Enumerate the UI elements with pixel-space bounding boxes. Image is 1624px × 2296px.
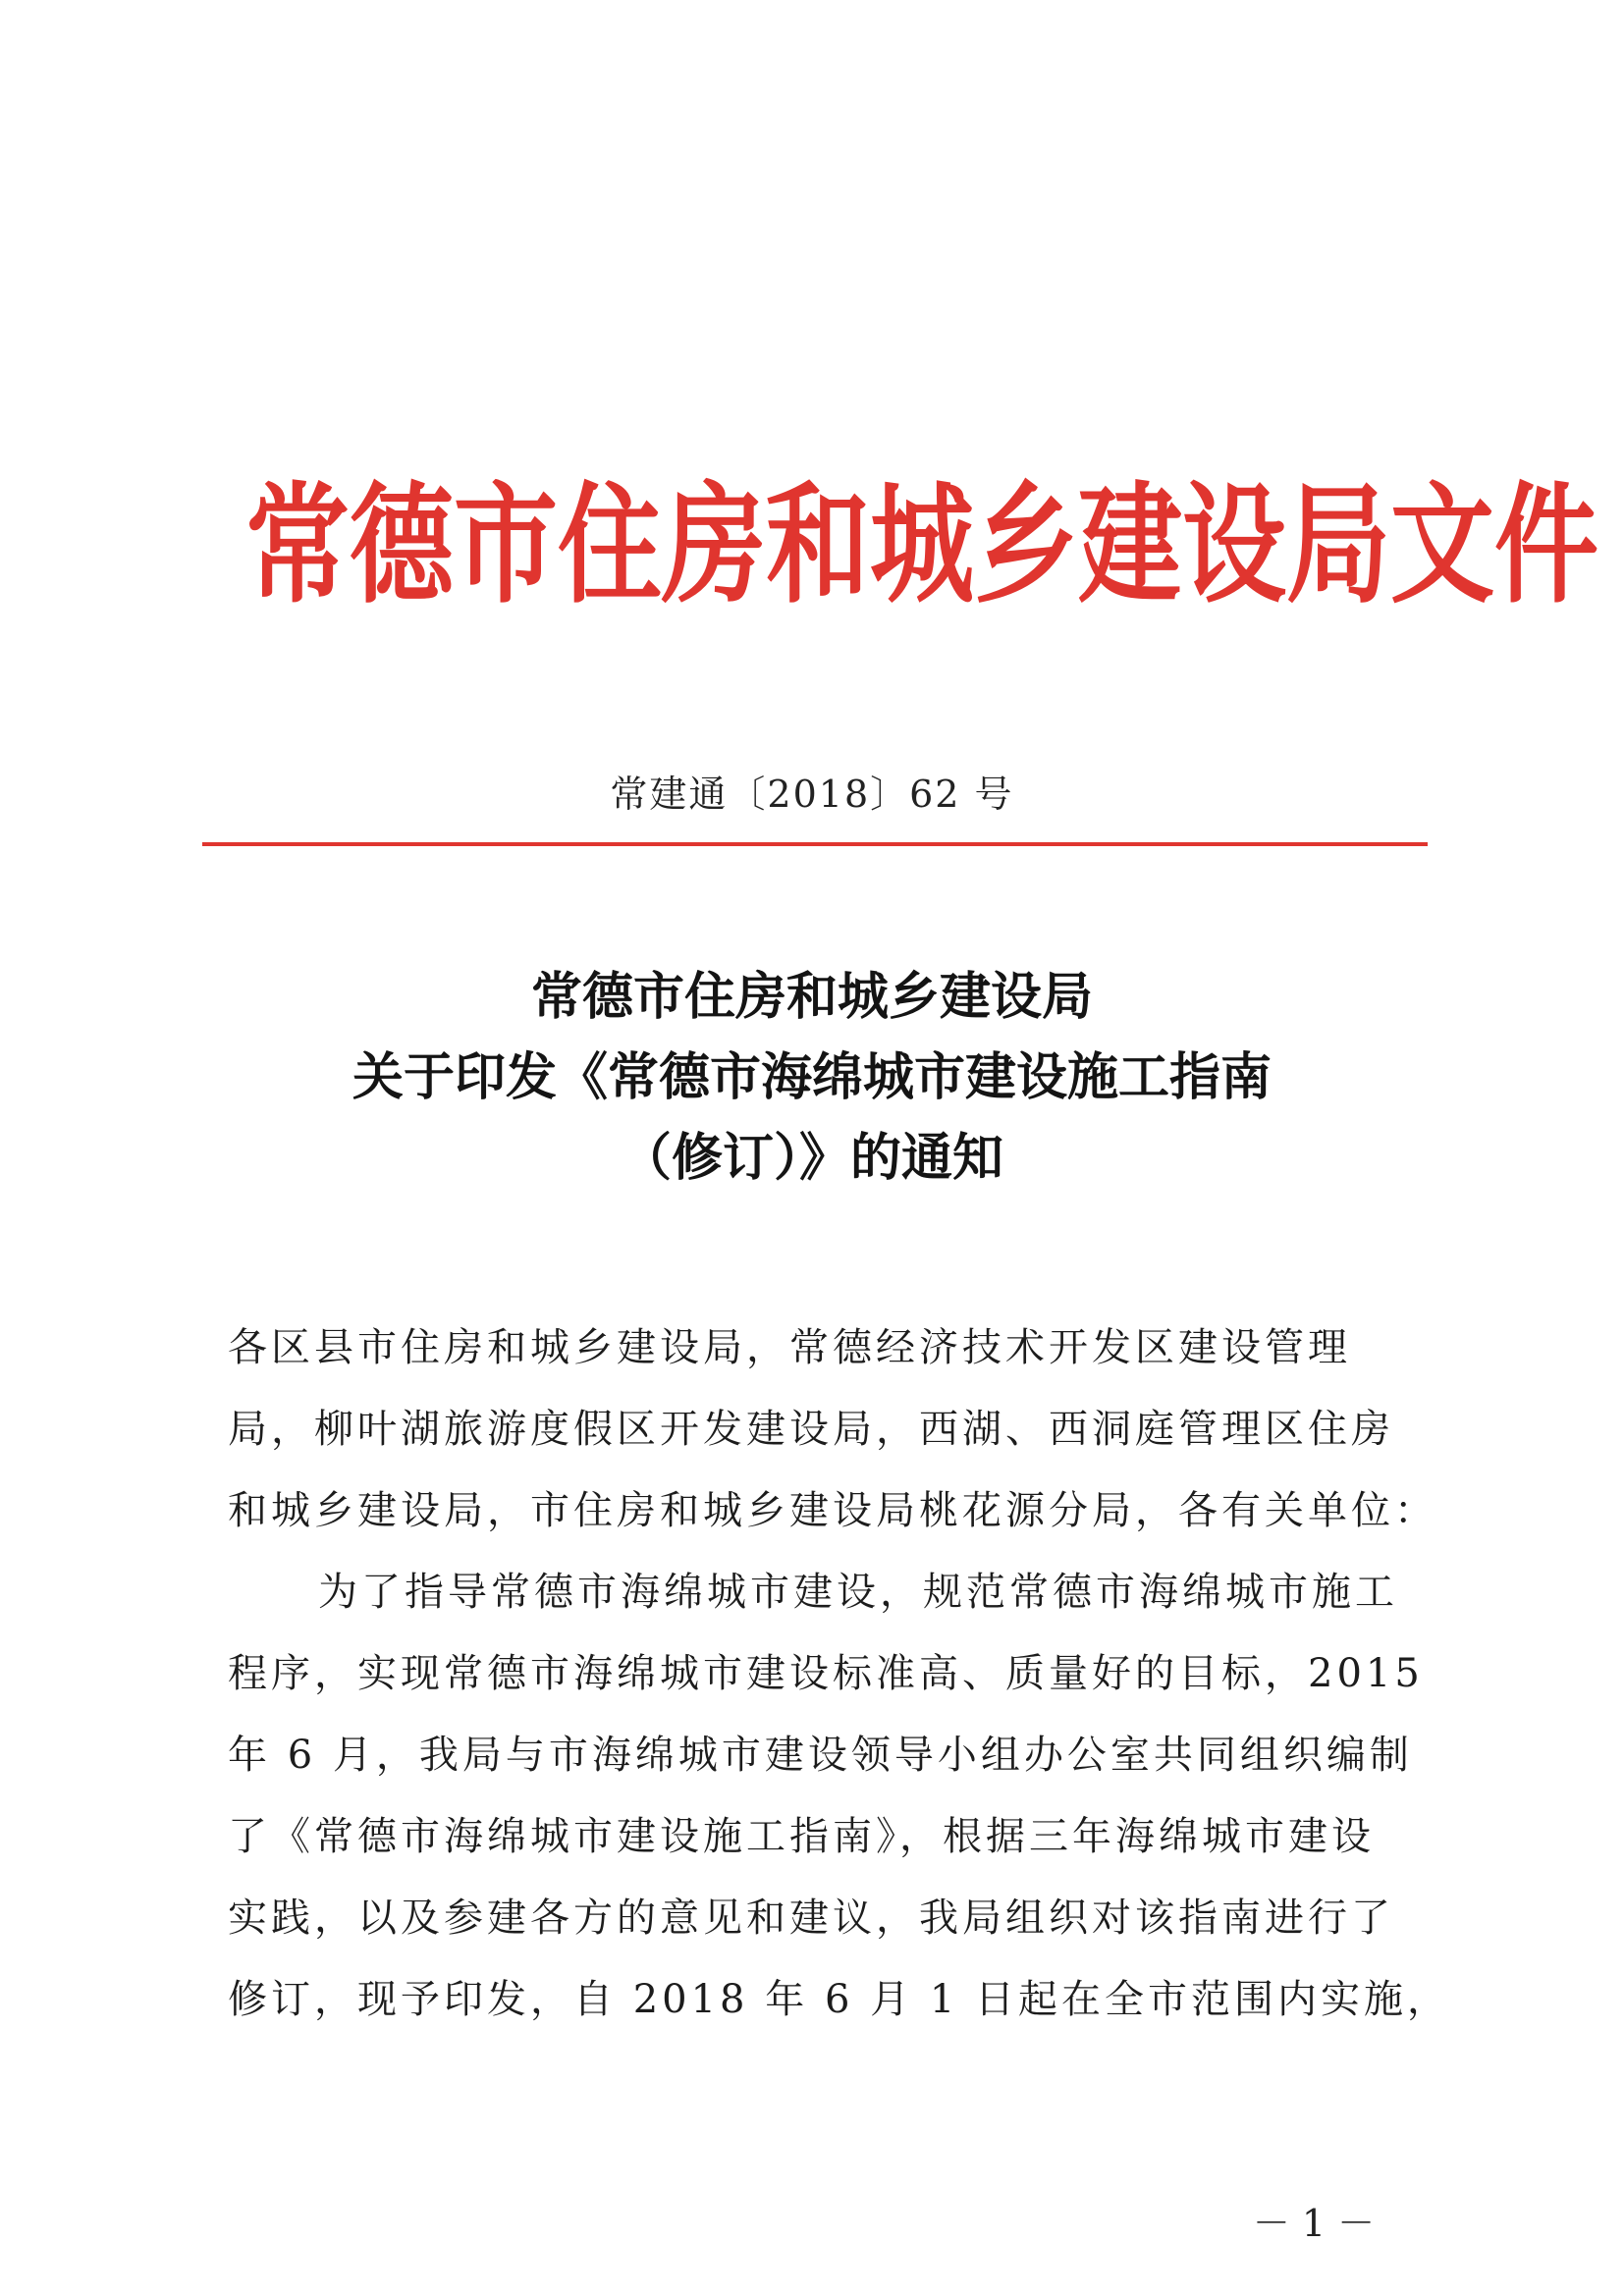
addressee-line-2: 局，柳叶湖旅游度假区开发建设局，西湖、西洞庭管理区住房 <box>228 1407 1394 1452</box>
addressee-line-1: 各区县市住房和城乡建设局，常德经济技术开发区建设管理 <box>228 1325 1351 1370</box>
notice-title-line-2: 关于印发《常德市海绵城市建设施工指南 <box>352 1048 1272 1107</box>
red-divider-line <box>202 842 1428 846</box>
notice-body <box>228 1308 1450 2041</box>
paragraph-line-6: 修订，现予印发，自 2018 年 6 月 1 日起在全市范围内实施， <box>228 1977 1450 2022</box>
paragraph-line-1: 为了指导常德市海绵城市建设，规范常德市海绵城市施工 <box>318 1570 1398 1615</box>
page-number: － 1 － <box>1252 2202 1376 2245</box>
addressee-line-3: 和城乡建设局，市住房和城乡建设局桃花源分局，各有关单位： <box>228 1488 1437 1533</box>
notice-title-line-3: （修订）》的通知 <box>620 1129 1003 1188</box>
paragraph-line-3: 年 6 月，我局与市海绵城市建设领导小组办公室共同组织编制 <box>228 1733 1413 1778</box>
document-number: 常建通〔2018〕62 号 <box>610 773 1014 816</box>
paragraph-line-5: 实践，以及参建各方的意见和建议，我局组织对该指南进行了 <box>228 1896 1394 1941</box>
masthead-title: 常德市住房和城乡建设局文件 <box>245 469 1598 621</box>
paragraph-line-4: 了《常德市海绵城市建设施工指南》，根据三年海绵城市建设 <box>228 1814 1375 1859</box>
notice-title-line-1: 常德市住房和城乡建设局 <box>530 968 1093 1027</box>
notice-title <box>157 957 1467 1199</box>
paragraph-line-2: 程序，实现常德市海绵城市建设标准高、质量好的目标，2015 <box>228 1651 1424 1696</box>
